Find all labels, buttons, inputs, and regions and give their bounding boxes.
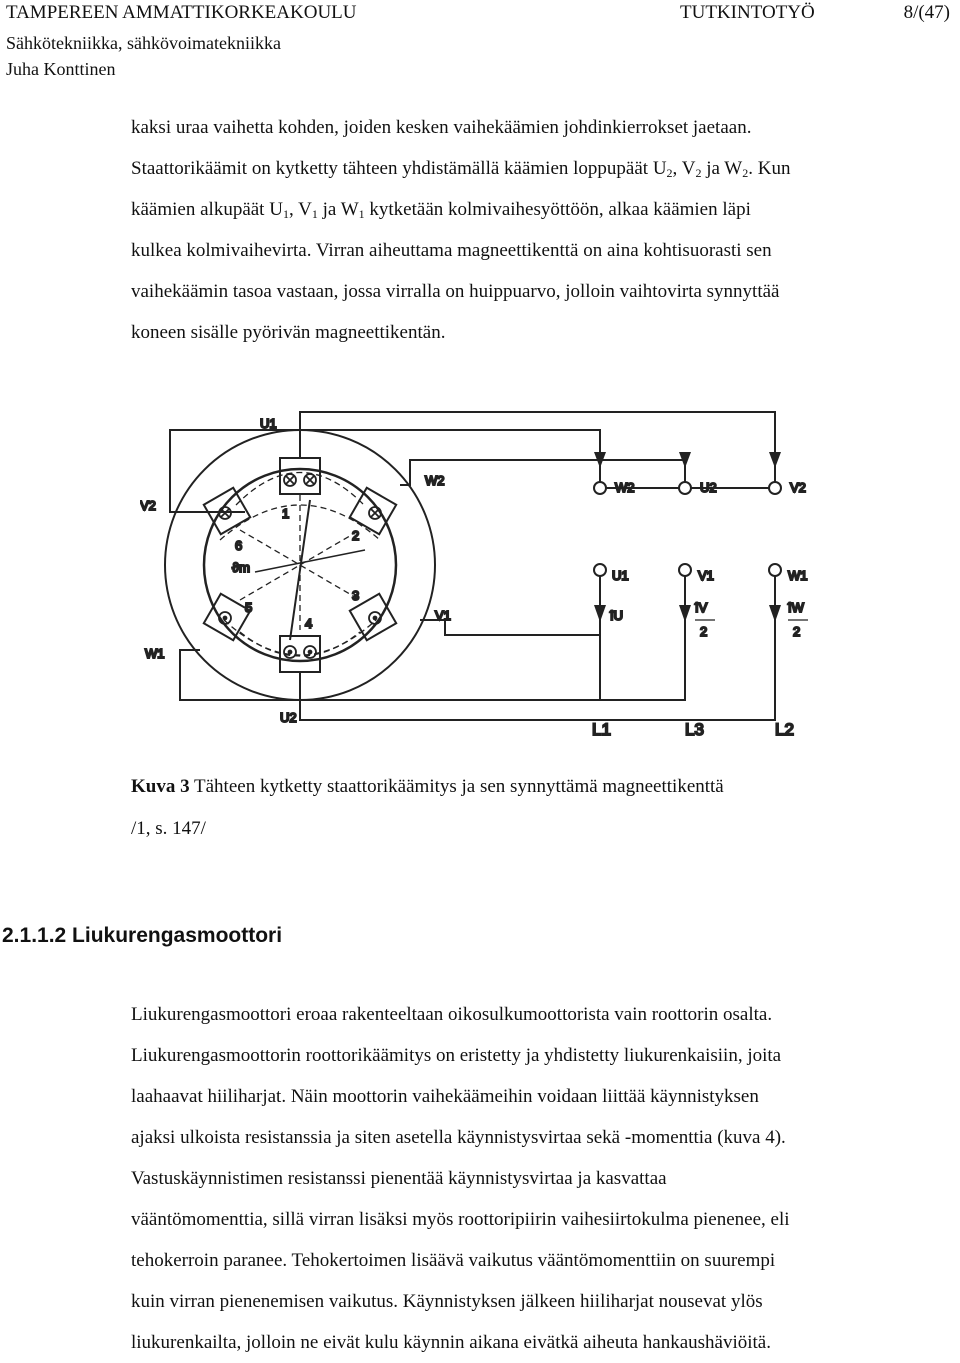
caption-label: Kuva 3 — [131, 776, 190, 797]
terminal-label-w2: W2 — [425, 473, 445, 488]
terminal-label-v1: V1 — [435, 608, 451, 623]
header-author: Juha Konttinen — [6, 59, 116, 79]
paragraph-slip-ring-motor — [131, 994, 957, 1363]
winding-number-1: 1 — [282, 506, 290, 521]
paragraph-stator-winding — [131, 107, 957, 353]
terminal-label-u2: U2 — [280, 710, 297, 725]
caption-line — [131, 773, 724, 815]
terminal-label-w1: W1 — [145, 646, 165, 661]
paragraph-line: koneen sisälle pyörivän magneettikentän. — [131, 322, 446, 343]
terminal-u2-star — [679, 482, 691, 494]
current-divisor-w: 2 — [793, 624, 801, 639]
theta-m-label: ϑm — [232, 560, 250, 575]
winding-number-4: 4 — [305, 616, 313, 631]
paragraph-line: kaksi uraa vaihetta kohden, joiden kesken vaihekäämien johdinkierrokset jaetaan. — [131, 117, 752, 138]
caption-reference: /1, s. 147/ — [131, 818, 206, 839]
star-label-v2: V2 — [790, 480, 806, 495]
paragraph-line: ajaksi ulkoista resistanssia ja siten asetella käynnistysvirtaa sekä -momenttia (kuva 4). — [131, 1127, 786, 1148]
terminal-label-v2: V2 — [140, 498, 156, 513]
line-label-l3: L3 — [685, 720, 704, 739]
paragraph-line: vääntömomenttia, sillä virran lisäksi myös roottoripiirin vaihesiirtokulma pienenee, eli — [131, 1209, 790, 1230]
line-label-l2: L2 — [775, 720, 794, 739]
header-institution: TAMPEREEN AMMATTIKORKEAKOULU — [6, 2, 357, 23]
supply-label-u1: U1 — [612, 568, 629, 583]
supply-label-v1: V1 — [698, 568, 714, 583]
paragraph-line: liukurenkailta, jolloin ne eivät kulu käynnin aikana eivätkä aiheuta hankaushäviöitä. — [131, 1332, 771, 1353]
stator-winding-figure — [140, 400, 860, 750]
terminal-w2-star — [594, 482, 606, 494]
winding-number-3: 3 — [352, 588, 360, 603]
paragraph-line: kuin virran pienenemisen vaikutus. Käynnistyksen jälkeen hiiliharjat nousevat ylös — [131, 1291, 763, 1312]
supply-label-w1: W1 — [788, 568, 808, 583]
paragraph-line: Staattorikäämit on kytketty tähteen yhdistämällä käämien loppupäät $U_2$, $V_2$ ja $W_2$. Kun — [131, 158, 791, 180]
figure-caption — [131, 773, 724, 857]
current-label-iw: îW — [788, 600, 804, 615]
paragraph-line: kulkea kolmivaihevirta. Virran aiheuttama magneettikenttä on aina kohtisuorasti sen — [131, 240, 772, 261]
section-heading: 2.1.1.2 Liukurengasmoottori — [2, 924, 283, 947]
current-label-iv: îV — [695, 600, 708, 615]
paragraph-line: laahaavat hiiliharjat. Näin moottorin vaihekäämeihin voidaan liittää käynnistyksen — [131, 1086, 759, 1107]
paragraph-line: Liukurengasmoottori eroaa rakenteeltaan oikosulkumoottorista vain roottorin osalta. — [131, 1004, 773, 1025]
caption-text: Tähteen kytketty staattorikäämitys ja sen synnyttämä magneettikenttä — [189, 776, 724, 797]
star-label-u2: U2 — [700, 480, 717, 495]
terminal-w1-supply — [769, 564, 781, 576]
terminal-u1-supply — [594, 564, 606, 576]
terminal-label-u1: U1 — [260, 416, 277, 431]
paragraph-line: Liukurengasmoottorin roottorikäämitys on eristetty ja yhdistetty liukurenkaisiin, joita — [131, 1045, 782, 1066]
line-label-l1: L1 — [592, 720, 611, 739]
paragraph-line: käämien alkupäät $U_1$, $V_1$ ja $W_1$ kytketään kolmivaihesyöttöön, alkaa käämien läpi — [131, 199, 751, 221]
header-page-number: 8/(47) — [903, 2, 950, 23]
star-label-w2: W2 — [615, 480, 635, 495]
header-department: Sähkötekniikka, sähkövoimatekniikka — [6, 33, 281, 53]
paragraph-line: tehokerroin paranee. Tehokertoimen lisäävä vaikutus vääntömomenttiin on suurempi — [131, 1250, 776, 1271]
winding-number-5: 5 — [245, 600, 253, 615]
terminal-v1-supply — [679, 564, 691, 576]
paragraph-line: vaihekäämin tasoa vastaan, jossa virralla on huippuarvo, jolloin vaihtovirta synnyttää — [131, 281, 780, 302]
paragraph-line: Vastuskäynnistimen resistanssi pienentää käynnistysvirtaa ja kasvattaa — [131, 1168, 667, 1189]
terminal-v2-star — [769, 482, 781, 494]
current-label-iu: îU — [610, 608, 623, 623]
header-doc-type: TUTKINTOTYÖ — [680, 2, 815, 23]
current-divisor-v: 2 — [700, 624, 708, 639]
stator-diagram — [140, 400, 860, 750]
winding-number-6: 6 — [235, 538, 243, 553]
winding-number-2: 2 — [352, 528, 360, 543]
